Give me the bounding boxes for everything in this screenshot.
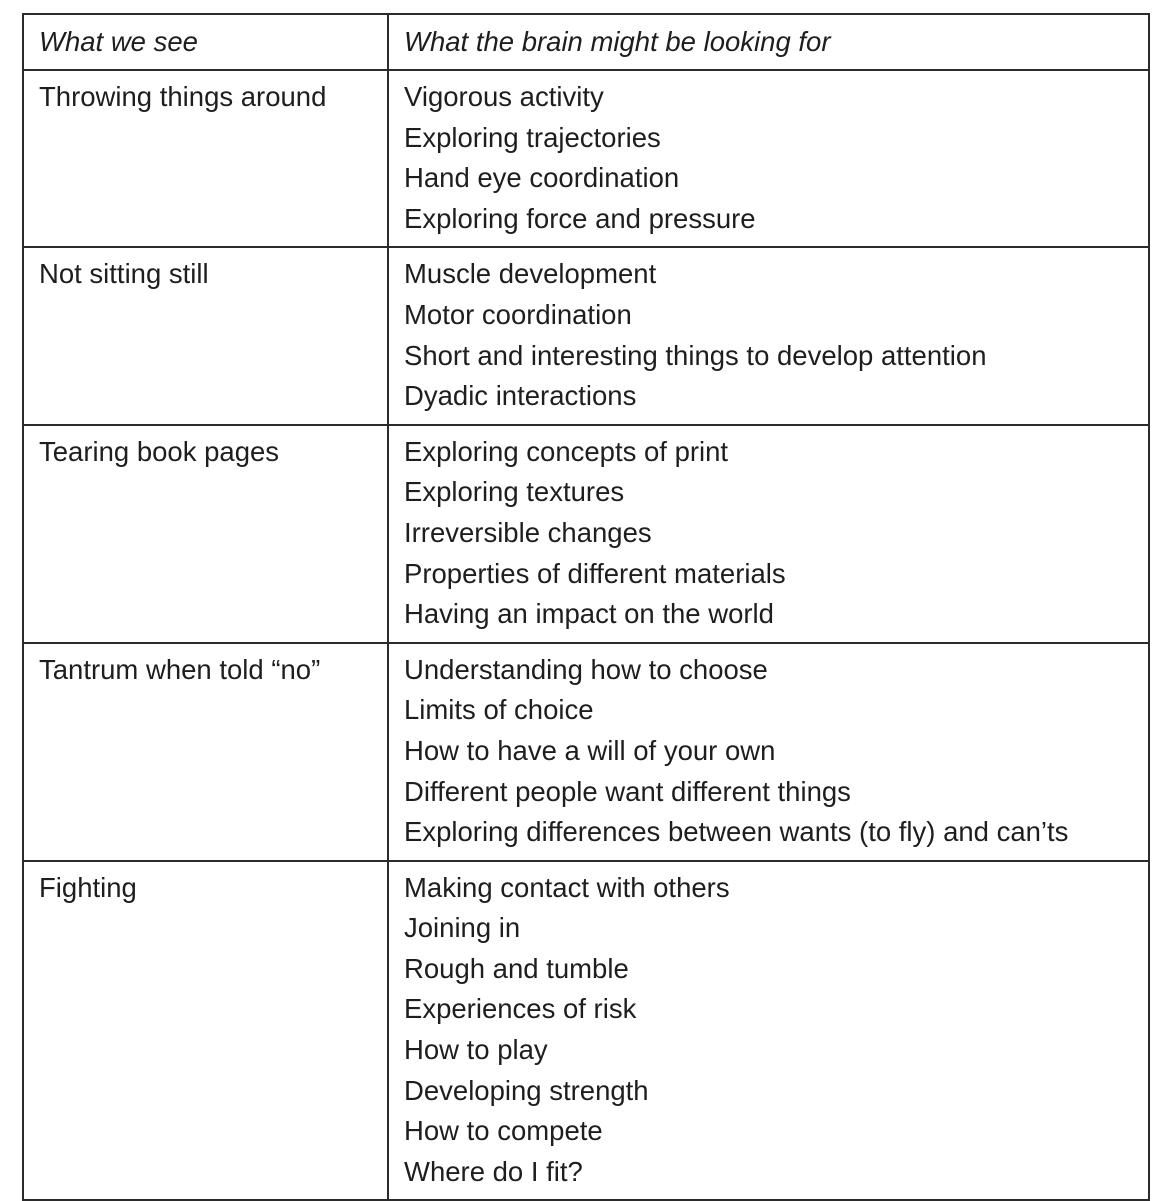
need-item: Where do I fit? (404, 1155, 583, 1187)
need-item: Short and interesting things to develop attention (404, 339, 987, 371)
need-item: Vigorous activity (404, 81, 604, 112)
need-item: Muscle development (404, 258, 657, 290)
table-row (23, 861, 1149, 1201)
behaviour-cell: Tearing book pages (23, 425, 388, 643)
needs-cell (388, 643, 1149, 861)
need-item: Exploring differences between wants (to fly) and can’ts (404, 816, 1069, 848)
need-item: Rough and tumble (404, 952, 629, 984)
need-item: Making contact with others (404, 871, 730, 903)
header-what-we-see: What we see (23, 14, 388, 70)
behaviour-cell: Not sitting still (23, 247, 388, 424)
needs-cell (388, 70, 1149, 247)
need-item: Developing strength (404, 1074, 649, 1106)
need-item: Motor coordination (404, 298, 632, 330)
need-item: Joining in (404, 912, 521, 944)
behaviour-cell: Tantrum when told “no” (23, 643, 388, 861)
need-item: Exploring force and pressure (404, 202, 756, 234)
need-item: Dyadic interactions (404, 380, 637, 412)
need-item: Properties of different materials (404, 557, 786, 589)
need-item: Exploring trajectories (404, 121, 661, 153)
need-item: How to have a will of your own (404, 734, 776, 766)
need-item: Limits of choice (404, 694, 594, 726)
need-item: Exploring concepts of print (404, 435, 729, 467)
needs-cell (388, 861, 1149, 1201)
table-row (23, 643, 1149, 861)
table-row (23, 70, 1149, 247)
need-item: Different people want different things (404, 775, 851, 807)
header-brain-looking-for: What the brain might be looking for (388, 14, 1149, 70)
needs-cell (388, 425, 1149, 643)
header-row (23, 14, 1149, 70)
need-item: Understanding how to choose (404, 653, 768, 685)
table-row (23, 425, 1149, 643)
need-item: Exploring textures (404, 476, 625, 508)
need-item: Irreversible changes (404, 516, 652, 548)
need-item: How to compete (404, 1115, 603, 1147)
need-item: How to play (404, 1034, 548, 1066)
behaviour-cell: Fighting (23, 861, 388, 1201)
need-item: Experiences of risk (404, 993, 637, 1025)
needs-cell (388, 247, 1149, 424)
need-item: Having an impact on the world (404, 598, 774, 630)
behaviour-cell: Throwing things around (23, 70, 388, 247)
table-row (23, 247, 1149, 424)
need-item: Hand eye coordination (404, 162, 680, 194)
behaviour-needs-table (22, 13, 1150, 1201)
